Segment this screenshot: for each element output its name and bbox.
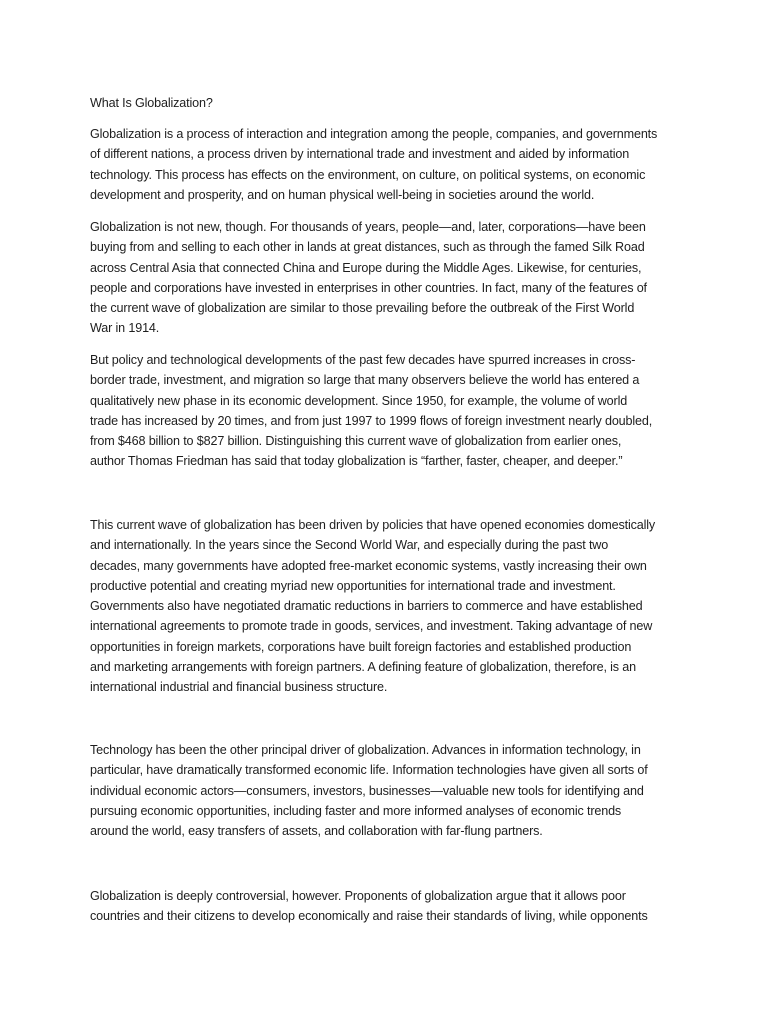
paragraph-line: productive potential and creating myriad new opportunities for international trade and investment. <box>90 578 616 593</box>
paragraph-line: the current wave of globalization are similar to those prevailing before the outbreak of the First World <box>90 301 635 316</box>
paragraph-line: development and prosperity, and on human physical well-being in societies around the world. <box>90 187 595 202</box>
paragraph-4 <box>90 515 690 698</box>
paragraph-line: This current wave of globalization has been driven by policies that have opened economies domestically <box>90 518 656 532</box>
paragraph-line: and internationally. In the years since the Second World War, and especially during the past two <box>90 538 609 553</box>
paragraph-line: people and corporations have invested in enterprises in other countries. In fact, many of the features of <box>90 280 647 295</box>
paragraph-line: and marketing arrangements with foreign partners. A defining feature of globalization, therefore, is an <box>90 660 637 675</box>
paragraph-line: War in 1914. <box>90 321 160 336</box>
paragraph-line: across Central Asia that connected China and Europe during the Middle Ages. Likewise, for centuries, <box>90 260 642 275</box>
paragraph-line: Governments also have negotiated dramatic reductions in barriers to commerce and have established <box>90 599 643 614</box>
paragraph-line: international agreements to promote trade in goods, services, and investment. Taking advantage of new <box>90 619 653 634</box>
paragraph-line: opportunities in foreign markets, corporations have built foreign factories and established production <box>90 639 632 654</box>
paragraph-line: Technology has been the other principal driver of globalization. Advances in information technology, in <box>90 743 641 757</box>
paragraph-line: buying from and selling to each other in lands at great distances, such as through the famed Silk Road <box>90 240 645 255</box>
paragraph-line: border trade, investment, and migration so large that many observers believe the world has entered a <box>90 373 640 388</box>
title-text: What Is Globalization? <box>90 96 213 110</box>
paragraph-2 <box>90 217 690 339</box>
paragraph-line: qualitatively new phase in its economic development. Since 1950, for example, the volume of world <box>90 393 628 408</box>
paragraph-line: But policy and technological developments of the past few decades have spurred increases in cross- <box>90 353 636 367</box>
paragraph-line: decades, many governments have adopted free-market economic systems, vastly increasing their own <box>90 558 647 573</box>
paragraph-line: Globalization is deeply controversial, however. Proponents of globalization argue that it allows poor <box>90 889 626 903</box>
paragraph-line: trade has increased by 20 times, and from just 1997 to 1999 flows of foreign investment nearly doubled, <box>90 413 653 428</box>
paragraph-line: technology. This process has effects on the environment, on culture, on political systems, on economic <box>90 167 646 182</box>
paragraph-line: Globalization is not new, though. For thousands of years, people—and, later, corporations—have been <box>90 220 646 234</box>
document-title <box>90 93 690 113</box>
paragraph-line: countries and their citizens to develop economically and raise their standards of living, while opponents <box>90 909 648 924</box>
paragraph-line: from $468 billion to $827 billion. Distinguishing this current wave of globalization from earlier ones, <box>90 434 622 449</box>
paragraph-line: particular, have dramatically transformed economic life. Information technologies have given all sorts of <box>90 763 648 778</box>
paragraph-3 <box>90 350 690 472</box>
paragraph-5 <box>90 740 690 841</box>
paragraph-line: author Thomas Friedman has said that today globalization is “farther, faster, cheaper, and deeper.” <box>90 454 623 469</box>
paragraph-line: Globalization is a process of interaction and integration among the people, companies, and governments <box>90 127 658 141</box>
paragraph-line: around the world, easy transfers of assets, and collaboration with far-flung partners. <box>90 824 543 839</box>
paragraph-line: of different nations, a process driven by international trade and investment and aided by information <box>90 147 630 162</box>
paragraph-line: individual economic actors—consumers, investors, businesses—valuable new tools for identifying and <box>90 783 644 798</box>
paragraph-line: international industrial and financial business structure. <box>90 680 388 695</box>
paragraph-1 <box>90 124 690 205</box>
paragraph-line: pursuing economic opportunities, including faster and more informed analyses of economic trends <box>90 803 622 818</box>
paragraph-6 <box>90 886 690 927</box>
